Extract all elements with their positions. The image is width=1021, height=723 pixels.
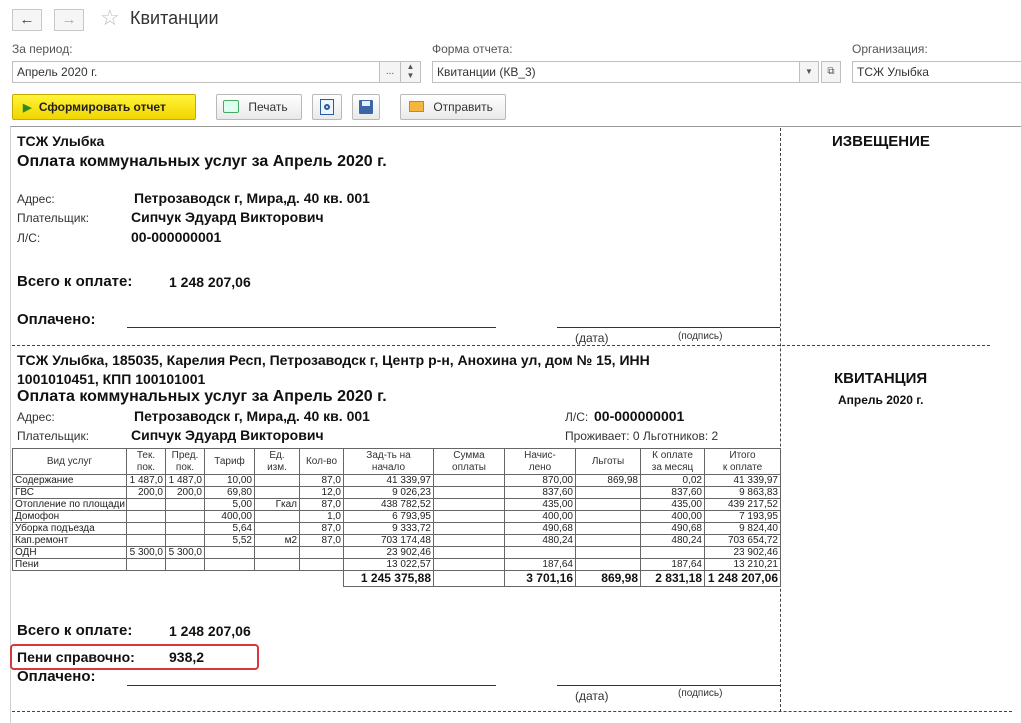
column-header-text: Пред. [171,449,199,461]
table-cell [576,559,641,571]
column-header-text: Тек. [136,449,156,461]
window-title: Квитанции [130,8,219,28]
table-cell [576,547,641,559]
receipt-heading: Оплата коммунальных услуг за Апрель 2020 г. [17,388,387,405]
notice-heading: Оплата коммунальных услуг за Апрель 2020 г. [17,153,387,170]
table-cell: 187,64 [505,559,576,571]
table-cell: 13 210,21 [705,559,781,571]
receipt-sign-line [557,685,780,686]
table-cell [505,547,576,559]
table-cell [166,499,205,511]
table-cell: 9 026,23 [344,487,434,499]
total-cell [127,571,166,587]
table-cell: 6 793,95 [344,511,434,523]
table-cell [434,475,505,487]
column-header [255,449,300,475]
printer-icon [223,100,239,113]
notice-stub-title: ИЗВЕЩЕНИЕ [832,133,930,150]
table-cell: 703 654,72 [705,535,781,547]
table-cell: 438 782,52 [344,499,434,511]
receipt-payer: Сипчук Эдуард Викторович [131,427,324,443]
column-header-text: оплаты [452,461,486,473]
table-cell [434,547,505,559]
table-cell: 87,0 [300,535,344,547]
column-header-text: Тариф [214,455,245,467]
table-cell [434,511,505,523]
receipt-payer-label: Плательщик: [17,429,90,443]
table-cell [255,559,300,571]
preview-magnifier-icon [320,99,334,115]
total-cell [255,571,300,587]
column-header [13,449,127,475]
receipt-total: 1 248 207,06 [169,623,251,639]
back-button[interactable] [12,9,42,31]
notice-address-label: Адрес: [17,192,55,206]
table-cell: Отопление по площади [13,499,127,511]
total-cell [300,571,344,587]
notice-address: Петрозаводск г, Мира,д. 40 кв. 001 [134,190,370,206]
table-cell: 5 300,0 [166,547,205,559]
table-cell [127,511,166,523]
column-header-text: Зад-ть на [366,449,411,461]
table-cell [576,487,641,499]
notice-sign-label: (подпись) [678,331,723,342]
table-cell: 200,0 [166,487,205,499]
table-cell: 870,00 [505,475,576,487]
column-header-text: пок. [136,461,156,473]
column-header [705,449,781,475]
receipt-paid-label: Оплачено: [17,668,96,685]
notice-total: 1 248 207,06 [169,274,251,290]
envelope-icon [409,101,424,112]
table-cell: 480,24 [505,535,576,547]
notice-org: ТСЖ Улыбка [17,133,105,149]
receipt-paid-line [127,685,496,686]
notice-account: 00-000000001 [131,229,222,245]
column-header [205,449,255,475]
receipt-stub-title: КВИТАНЦИЯ [834,370,928,387]
table-cell [255,523,300,535]
notice-total-label: Всего к оплате: [17,273,133,290]
favorite-star-icon[interactable]: ☆ [100,5,120,30]
table-cell: 9 824,40 [705,523,781,535]
table-cell [166,511,205,523]
stepper-icon: ▲ ▼ [406,62,415,80]
table-cell: 439 217,52 [705,499,781,511]
notice-payer-label: Плательщик: [17,211,90,225]
table-cell: 5,00 [205,499,255,511]
table-cell: 5,52 [205,535,255,547]
table-cell: 837,60 [505,487,576,499]
column-header [641,449,705,475]
table-cell: ОДН [13,547,127,559]
table-cell: 13 022,57 [344,559,434,571]
column-header-text: Начис- [524,449,556,461]
table-row [13,547,781,559]
column-header-text: начало [371,461,406,473]
receipt-stub-period: Апрель 2020 г. [838,393,924,407]
table-cell [166,559,205,571]
table-cell: 5 300,0 [127,547,166,559]
table-cell [127,499,166,511]
column-header-text: Итого [729,449,756,461]
notice-date-label: (дата) [575,331,609,345]
form-label: Форма отчета: [432,42,513,56]
table-cell: Пени [13,559,127,571]
table-header-row [13,449,781,475]
table-cell: 435,00 [505,499,576,511]
table-cell: 69,80 [205,487,255,499]
table-cell [434,523,505,535]
total-cell [434,571,505,587]
table-cell: Домофон [13,511,127,523]
table-cell [255,511,300,523]
table-cell: 480,24 [641,535,705,547]
penalty-label: Пени справочно: [17,649,135,665]
receipt-address-label: Адрес: [17,410,55,424]
column-header-text: К оплате [652,449,693,461]
table-row [13,475,781,487]
notice-paid-line [127,327,496,328]
receipt-total-label: Всего к оплате: [17,622,133,639]
receipt-address: Петрозаводск г, Мира,д. 40 кв. 001 [134,408,370,424]
column-header [576,449,641,475]
table-cell [434,559,505,571]
table-cell: 7 193,95 [705,511,781,523]
table-cell [127,535,166,547]
table-cell: 490,68 [641,523,705,535]
receipt-org-line1: ТСЖ Улыбка, 185035, Карелия Респ, Петрозаводск г, Центр р-н, Анохина ул, дом № 15, ИНН [17,352,650,368]
ellipsis-icon: ... [385,66,395,77]
column-header-text: к оплате [722,461,763,473]
form-dropdown-button[interactable] [799,61,819,83]
table-cell: 1 487,0 [127,475,166,487]
table-cell: 5,64 [205,523,255,535]
table-row [13,487,781,499]
table-cell: Гкал [255,499,300,511]
table-cell [300,547,344,559]
form-select[interactable]: Квитанции (КВ_3) [432,61,800,83]
table-cell: Содержание [13,475,127,487]
form-open-button[interactable] [821,61,841,83]
table-cell: 187,64 [641,559,705,571]
total-cell [13,571,127,587]
table-row [13,523,781,535]
table-row [13,535,781,547]
table-cell: м2 [255,535,300,547]
total-cell: 1 248 207,06 [705,571,781,587]
table-cell: 1,0 [300,511,344,523]
table-cell: 1 487,0 [166,475,205,487]
table-cell: 435,00 [641,499,705,511]
period-label: За период: [12,42,73,56]
total-cell [166,571,205,587]
org-field[interactable]: ТСЖ Улыбка [852,61,1021,83]
total-cell: 3 701,16 [505,571,576,587]
column-header [166,449,205,475]
table-cell: 10,00 [205,475,255,487]
send-label: Отправить [433,100,493,114]
column-header [344,449,434,475]
column-header [505,449,576,475]
table-cell: Уборка подъезда [13,523,127,535]
table-cell [127,559,166,571]
notice-sign-line [557,327,780,328]
total-cell: 2 831,18 [641,571,705,587]
print-label: Печать [248,100,288,114]
arrow-left-icon: ← [19,11,35,28]
save-button[interactable] [352,94,380,120]
table-cell: 490,68 [505,523,576,535]
notice-paid-label: Оплачено: [17,311,96,328]
table-cell [434,487,505,499]
table-cell: Кап.ремонт [13,535,127,547]
table-cell [205,559,255,571]
notice-account-label: Л/С: [17,231,41,245]
table-cell: 23 902,46 [705,547,781,559]
total-cell: 869,98 [576,571,641,587]
column-header-text: Сумма [453,449,485,461]
generate-report-button[interactable] [12,94,196,120]
receipt-sign-label: (подпись) [678,688,723,699]
table-cell [166,535,205,547]
arrow-right-icon: → [61,11,77,28]
table-cell [576,499,641,511]
period-field[interactable]: Апрель 2020 г. [12,61,380,83]
table-cell [434,535,505,547]
column-header [434,449,505,475]
table-cell: 87,0 [300,499,344,511]
play-icon: ▶ [23,102,32,114]
table-cell: 9 863,83 [705,487,781,499]
table-cell: 837,60 [641,487,705,499]
table-cell [300,559,344,571]
print-button[interactable] [216,94,302,120]
totals-row [13,571,781,587]
preview-button[interactable] [312,94,342,120]
forward-button[interactable] [54,9,84,31]
receipt-org-line2: 1001010451, КПП 100101001 [17,371,206,387]
column-header-text: изм. [267,461,287,473]
charges-table [12,448,781,587]
table-cell [255,475,300,487]
send-button[interactable] [400,94,506,120]
receipt-residents: Проживает: 0 Льготников: 2 [565,429,719,443]
receipt-date-label: (дата) [575,689,609,703]
receipt-account: 00-000000001 [594,408,685,424]
table-cell: 41 339,97 [705,475,781,487]
column-header-text: за месяц [651,461,694,473]
table-cell: 23 902,46 [344,547,434,559]
column-header-text: Кол-во [305,455,338,467]
penalty-value: 938,2 [169,649,205,665]
table-cell: 703 174,48 [344,535,434,547]
table-cell: ГВС [13,487,127,499]
column-header-text: Ед. [269,449,285,461]
table-cell [434,499,505,511]
table-row [13,511,781,523]
period-stepper[interactable] [400,61,421,83]
table-cell: 87,0 [300,523,344,535]
bottom-divider [12,711,1012,712]
receipt-account-label: Л/С: [565,410,589,424]
column-header-text: Льготы [591,455,625,467]
table-cell [576,511,641,523]
table-cell: 41 339,97 [344,475,434,487]
table-cell: 9 333,72 [344,523,434,535]
period-select-button[interactable] [379,61,401,83]
column-header-text: Вид услуг [46,455,93,467]
total-cell [205,571,255,587]
column-header-text: пок. [175,461,195,473]
table-cell: 869,98 [576,475,641,487]
table-cell: 400,00 [205,511,255,523]
table-cell: 400,00 [505,511,576,523]
section-divider [12,345,990,346]
table-cell: 12,0 [300,487,344,499]
generate-report-label: Сформировать отчет [38,100,166,114]
table-cell: 0,02 [641,475,705,487]
table-cell [127,523,166,535]
table-row [13,499,781,511]
notice-payer: Сипчук Эдуард Викторович [131,209,324,225]
table-cell [576,523,641,535]
column-header-text: лено [528,461,552,473]
table-cell: 200,0 [127,487,166,499]
stub-divider [780,128,781,712]
table-cell [255,487,300,499]
table-cell [255,547,300,559]
table-cell [166,523,205,535]
table-cell [641,547,705,559]
table-row [13,559,781,571]
column-header [300,449,344,475]
chevron-down-icon: ▼ [805,67,813,76]
org-label: Организация: [852,42,928,56]
floppy-disk-icon [359,100,373,114]
table-cell [205,547,255,559]
total-cell: 1 245 375,88 [344,571,434,587]
table-cell [576,535,641,547]
table-cell: 400,00 [641,511,705,523]
table-cell: 87,0 [300,475,344,487]
column-header [127,449,166,475]
open-form-icon: ⧉ [827,66,835,77]
